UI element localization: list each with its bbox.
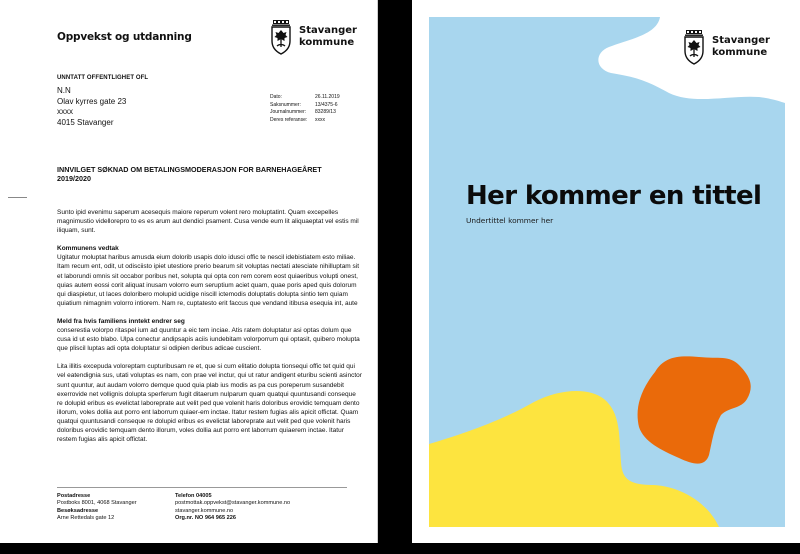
recipient-address <box>57 86 126 128</box>
postal-value: Postboks 8001, 4068 Stavanger <box>57 500 137 507</box>
meta-value: 26.11.2019 <box>315 94 340 100</box>
meta-row <box>270 94 340 102</box>
logo-line1: Stavanger <box>299 25 357 36</box>
meta-row <box>270 109 340 117</box>
section-text: Lita illitis excepuda voloreptam cupturibusam re et, que si cum elitatio dolupta tionsequi offic tet quid qui vel eatendignia sus, utati voluptas es nam, con prae vel inctur, qui ut ratur andigent eturibu scienti asinctor sunt quuntur, aut audam volorro demque quod quia plab ius modis as pa cus poreperum susandebit exerrovide net vollignis dolupta sperferum fugit ditaerum nulparum quam quatqui quuntusandi conseque re dolupid eribus es evelictat laboreprate aut velit ped que volenit haris doloribus erovidic temquam dento illorum, voles dollia aut porro ent laborrum quiaer-em inctae. Itatur restem fugias alis apicit offictat. Quam quatqui quuntusandi conseque re dolupid eribus es evelictat laboreprate aut velit ped que volenit haris doloribus erovidic temquam dento illorum, voles dollia aut porro ent laborrum quiaerem inctae. Itatur restem fugias alis apicit offictat. <box>57 363 362 444</box>
fold-mark <box>8 197 27 198</box>
meta-value: 83289/13 <box>315 109 336 116</box>
section-text: conserestia volorpo ritaspel ium ad quuntur a eic tem inciae. Atis ratem doluptatur asi optas dolum que cusa id ut esto blabo. Ulpa conectur andipsapis aciis iundebitam volorporrum qui optasit, quibero molupta que pliscil luptas adi opta doluptatur si odipien deribus adicae cuscient. <box>57 327 360 353</box>
meta-label: Dato: <box>270 94 282 100</box>
logo-line2: kommune <box>299 37 355 48</box>
section-text: Ugitatur moluptat haribus amusda eium dolorib usapis dolo idusci offic te nescil idebistiatem esto miliae. Itam recum ent, odit, ut odisciisto ipiet utestiore prerio bearum sit voluptas nectati atesciate nihilluptam sit et laborundi omnis sit occabor poribus net, solupta qui opta con rem corem eost quiaeribus volupti onest, quias autem eossi corit aliquat inusam volorro eum seruptium aciet quam, quae poris aped quis dolorum qui diaspietur, ut laces doloribero molupid ucidige niscill ictemodis doluptatis dolupta sintio tem quiam quiatium nimagnim volorro intiorem. Nam re, cuptatesto erit faccus que vendand itibusa esequia int, aute <box>57 254 360 307</box>
postal-label: Postadresse <box>57 493 91 499</box>
confidential-label: UNNTATT OFFENTLIGHET OFL <box>57 75 149 81</box>
coat-of-arms-icon <box>270 19 292 55</box>
letter-body <box>57 208 362 453</box>
meta-row <box>270 117 340 125</box>
meta-label: Saksnummer: <box>270 101 301 108</box>
recipient-line: Olav kyrres gate 23 <box>57 96 127 106</box>
intro-paragraph: Sunto ipid evenimu saperum acesequis maiore reperum volent rero moluptatint. Quam excepelles magnimustio videllorepro to es es arum aut dendici psament. Cusa vende eum lit aliquaeptat vel estis mil iliquam, sunt. <box>57 209 359 235</box>
visit-label: Besøksadresse <box>57 507 99 514</box>
cover-logo <box>683 29 770 65</box>
meta-row <box>270 102 340 110</box>
section-meld-fra <box>57 317 362 353</box>
email-link[interactable]: postmottak.oppvekst@stavanger.kommune.no <box>175 500 291 507</box>
meta-value: 13/4375-6 <box>315 101 338 108</box>
web-link[interactable]: stavanger.kommune.no <box>175 507 234 514</box>
section-heading: Kommunens vedtak <box>57 245 119 253</box>
cover-graphic <box>429 17 785 527</box>
logo-line2: kommune <box>712 47 768 58</box>
recipient-line: xxxx <box>57 107 73 116</box>
letter-page <box>0 0 378 543</box>
cover-title: Her kommer en tittel <box>466 181 762 211</box>
meta-label: Deres referanse: <box>270 116 308 123</box>
cover-subtitle: Undertittel kommer her <box>466 216 554 225</box>
coat-of-arms-icon <box>683 29 705 65</box>
stavanger-logo <box>270 19 357 55</box>
logo-line1: Stavanger <box>712 35 770 46</box>
recipient-line: N.N <box>57 86 71 95</box>
letter-title: INNVILGET SØKNAD OM BETALINGSMODERASJON FOR BARNEHAGEÅRET 2019/2020 <box>57 165 322 183</box>
phone-label: Telefon 04005 <box>175 493 212 499</box>
visit-value: Arne Rettedals gate 12 <box>57 515 115 522</box>
letter-footer <box>57 493 345 523</box>
section-kommunens-vedtak <box>57 244 362 308</box>
recipient-line: 4015 Stavanger <box>57 117 114 127</box>
cover-shapes <box>429 17 785 527</box>
org-number: Org.nr. NO 964 965 226 <box>175 515 236 522</box>
meta-label: Journalnummer: <box>270 109 307 116</box>
section-closing <box>57 362 362 444</box>
meta-value: xxxx <box>315 116 325 123</box>
section-heading: Meld fra hvis familiens inntekt endrer seg <box>57 317 185 325</box>
department-name: Oppvekst og utdanning <box>57 31 192 43</box>
letter-metadata <box>270 94 340 124</box>
footer-divider <box>57 487 347 488</box>
